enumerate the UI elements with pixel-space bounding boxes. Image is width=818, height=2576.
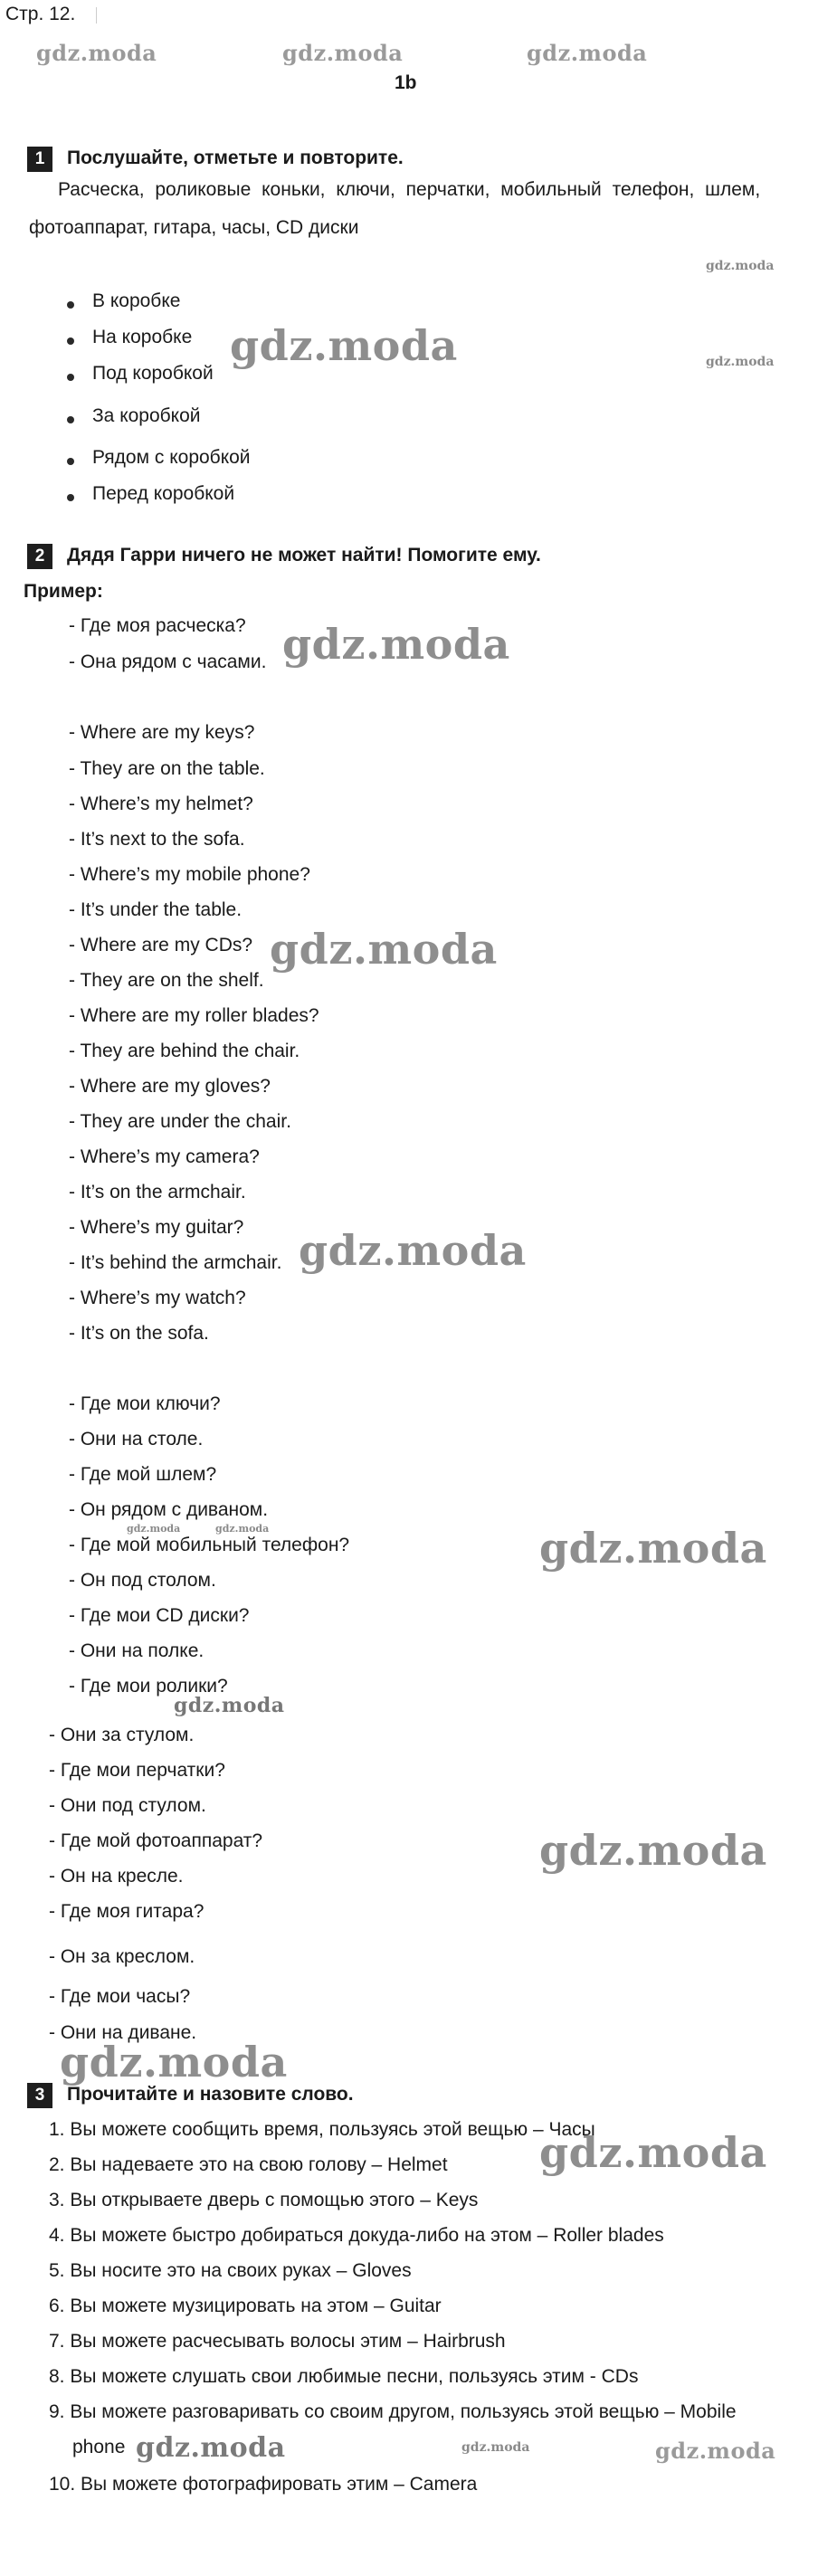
dialogue-line: - Where’s my watch? (69, 1288, 246, 1308)
dialogue-line: - They are on the shelf. (69, 970, 264, 991)
example-line: - Она рядом с часами. (69, 651, 267, 672)
bullet (67, 374, 74, 381)
dialogue-line: - Где мой шлем? (69, 1464, 217, 1485)
watermark: gdz.moda (539, 1826, 767, 1875)
watermark: gdz.moda (539, 2128, 767, 2177)
dialogue-line: - Они на столе. (69, 1429, 204, 1450)
watermark: gdz.moda (174, 1694, 285, 1717)
word-list-line: фотоаппарат, гитара, часы, CD диски (29, 217, 359, 238)
list-item: 6. Вы можете музицировать на этом – Guitar (49, 2296, 442, 2316)
dialogue-line: - It’s on the sofa. (69, 1323, 209, 1344)
dialogue-line: - Где мои ключи? (69, 1393, 221, 1414)
dialogue-line: - It’s next to the sofa. (69, 829, 245, 850)
dialogue-line: - Где мои перчатки? (49, 1760, 225, 1781)
list-item: 7. Вы можете расчесывать волосы этим – Hairbrush (49, 2331, 506, 2352)
watermark-small: gdz.moda (127, 1523, 181, 1535)
watermark: gdz.moda (282, 620, 510, 669)
dialogue-line: - Where are my gloves? (69, 1076, 271, 1097)
exercise-number-badge: 1 (27, 147, 52, 172)
example-label: Пример: (24, 581, 103, 602)
dialogue-line: - Where’s my mobile phone? (69, 864, 310, 885)
list-item: Перед коробкой (92, 483, 235, 504)
dialogue-line: - Where are my roller blades? (69, 1005, 319, 1026)
dialogue-line: - Где мой мобильный телефон? (69, 1535, 350, 1555)
dialogue-line: - Он на кресле. (49, 1866, 184, 1887)
dialogue-line: - Он рядом с диваном. (69, 1499, 269, 1520)
dialogue-line: - Где мои CD диски? (69, 1605, 250, 1626)
dialogue-line: - Он под столом. (69, 1570, 216, 1591)
dialogue-line: - Они на диване. (49, 2022, 197, 2043)
page-cursor-divider (96, 7, 97, 24)
dialogue-line: - Where are my keys? (69, 722, 255, 743)
header-watermark: gdz.moda (36, 40, 157, 66)
dialogue-line: - Он за креслом. (49, 1946, 195, 1967)
list-item: 2. Вы надеваете это на свою голову – Helmet (49, 2154, 448, 2175)
watermark-small: gdz.moda (461, 2440, 530, 2455)
dialogue-line: - It’s behind the armchair. (69, 1252, 282, 1273)
watermark: gdz.moda (270, 925, 498, 974)
dialogue-line: - It’s under the table. (69, 899, 243, 920)
dialogue-line: - Where are my CDs? (69, 935, 253, 955)
header-watermark: gdz.moda (282, 40, 404, 66)
list-item: 1. Вы можете сообщить время, пользуясь этой вещью – Часы (49, 2119, 595, 2140)
watermark: gdz.moda (230, 321, 458, 370)
dialogue-line: - They are under the chair. (69, 1111, 291, 1132)
bullet (67, 458, 74, 465)
list-item: На коробке (92, 327, 193, 347)
bullet (67, 416, 74, 423)
exercise-number-badge: 3 (27, 2083, 52, 2108)
dialogue-line: - Where’s my helmet? (69, 794, 253, 814)
watermark-small: gdz.moda (215, 1523, 270, 1535)
list-item: Под коробкой (92, 363, 214, 384)
watermark: gdz.moda (655, 2438, 776, 2464)
dialogue-line: - Где моя гитара? (49, 1901, 204, 1922)
word-list-line: Расческа, роликовые коньки, ключи, перчатки, мобильный телефон, шлем, (58, 179, 761, 200)
exercise-title: Прочитайте и назовите слово. (67, 2084, 354, 2105)
example-line: - Где моя расческа? (69, 615, 246, 636)
dialogue-line: - Они на полке. (69, 1640, 204, 1661)
watermark: gdz.moda (539, 1524, 767, 1573)
page-number: Стр. 12. (5, 4, 76, 24)
dialogue-line: - They are behind the chair. (69, 1041, 300, 1061)
dialogue-line: - Они за стулом. (49, 1725, 195, 1745)
watermark: gdz.moda (136, 2432, 286, 2464)
list-item: 10. Вы можете фотографировать этим – Camera (49, 2474, 478, 2495)
dialogue-line: - Где мой фотоаппарат? (49, 1830, 263, 1851)
list-item: 4. Вы можете быстро добираться докуда-либо на этом – Roller blades (49, 2225, 664, 2246)
watermark: gdz.moda (299, 1226, 527, 1275)
dialogue-line: - Они под стулом. (49, 1795, 206, 1816)
dialogue-line: - Где мои ролики? (69, 1676, 228, 1697)
list-item: За коробкой (92, 405, 201, 426)
watermark-small: gdz.moda (706, 259, 775, 273)
bullet (67, 301, 74, 309)
dialogue-line: - Where’s my camera? (69, 1146, 260, 1167)
dialogue-line: - Where’s my guitar? (69, 1217, 244, 1238)
list-item: 9. Вы можете разговаривать со своим другом, пользуясь этой вещью – Mobile (49, 2401, 737, 2422)
watermark-small: gdz.moda (706, 355, 775, 369)
dialogue-line: - It’s on the armchair. (69, 1182, 246, 1202)
bullet (67, 494, 74, 501)
list-item: Рядом с коробкой (92, 447, 251, 468)
dialogue-line: - Где мои часы? (49, 1986, 191, 2007)
header-watermark: gdz.moda (527, 40, 648, 66)
dialogue-line: - They are on the table. (69, 758, 265, 779)
list-item: 3. Вы открываете дверь с помощью этого – Keys (49, 2190, 479, 2210)
list-item: 5. Вы носите это на своих руках – Gloves (49, 2260, 412, 2281)
list-item: В коробке (92, 290, 181, 311)
exercise-title: Дядя Гарри ничего не может найти! Помогите ему. (67, 545, 541, 566)
bullet (67, 337, 74, 345)
exercise-number-badge: 2 (27, 544, 52, 569)
unit-title: 1b (395, 72, 417, 93)
exercise-title: Послушайте, отметьте и повторите. (67, 147, 404, 168)
watermark: gdz.moda (60, 2038, 288, 2086)
list-item: 8. Вы можете слушать свои любимые песни, пользуясь этим - CDs (49, 2366, 639, 2387)
list-item-continuation: phone (72, 2437, 126, 2457)
